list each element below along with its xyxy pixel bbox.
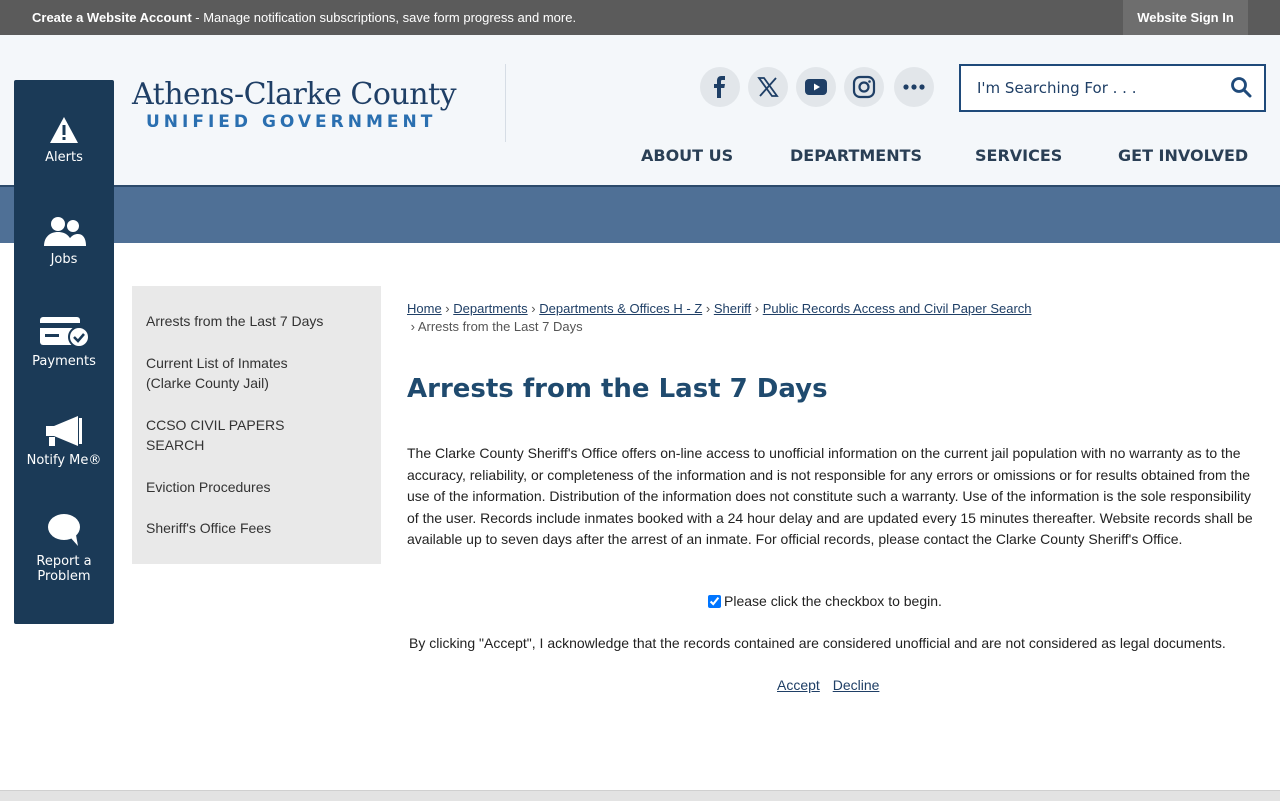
instagram-icon[interactable] [844,67,884,107]
website-sign-in-button[interactable]: Website Sign In [1123,0,1248,35]
nav-services[interactable]: SERVICES [975,146,1063,165]
disclaimer-text: The Clarke County Sheriff's Office offers on-line access to unofficial information on the current jail population with no warranty as to the accuracy, reliability, or completeness of the information and is not responsible for any errors or omissions or for results obtained from the use of the information. Distribution of the information does not constitute such a warranty. Use of the information is the sole responsibility of the user. Records include inmates booked with a 24 hour delay and are updated every 15 minutes thereafter. Website records shall be available up to seven days after the arrest of an inmate. For official records, please contact the Clarke County Sheriff's Office. [407,445,1253,547]
report-problem-label-line2: Problem [37,569,91,584]
side-nav-civil-papers[interactable]: CCSO CIVIL PAPERS SEARCH [146,417,285,453]
quick-link-report-problem[interactable] [14,512,114,584]
people-icon [41,216,87,246]
search-box [959,64,1266,112]
create-account-link[interactable]: Create a Website Account [32,10,192,25]
more-icon[interactable] [894,67,934,107]
side-nav-arrests[interactable]: Arrests from the Last 7 Days [146,313,324,329]
breadcrumb-current: Arrests from the Last 7 Days [417,319,583,334]
breadcrumb: Home › Departments › Departments & Offices H - Z › Sheriff › Public Records Access and Civil Paper Search › Arrests from the Last 7 Days [407,301,1032,334]
payments-label: Payments [32,354,96,369]
page-title: Arrests from the Last 7 Days [407,374,828,404]
breadcrumb-public-records[interactable]: Public Records Access and Civil Paper Search [762,301,1032,316]
search-icon[interactable] [1230,76,1252,103]
begin-checkbox[interactable] [708,595,721,608]
youtube-icon[interactable] [796,67,836,107]
quick-link-notify-me[interactable] [14,415,114,468]
breadcrumb-departments[interactable]: Departments [453,301,528,316]
alert-icon [49,116,79,144]
nav-about-us[interactable]: ABOUT US [641,146,734,165]
accept-link[interactable]: Accept [777,677,820,693]
report-problem-label-line1: Report a [36,554,92,569]
top-bar [0,0,1280,35]
nav-departments[interactable]: DEPARTMENTS [790,146,923,165]
footer-edge [0,790,1280,801]
logo-title: Athens-Clarke County [132,77,457,112]
side-nav-eviction[interactable]: Eviction Procedures [146,479,271,495]
logo-subtitle: UNIFIED GOVERNMENT [146,112,437,132]
alerts-label: Alerts [45,150,83,165]
accept-decline-links [777,677,888,693]
top-bar-text: - Manage notification subscriptions, save form progress and more. [191,10,577,25]
quick-link-jobs[interactable] [14,216,114,267]
site-logo[interactable] [132,78,456,132]
notify-me-label: Notify Me® [26,453,102,468]
header-divider [505,64,506,142]
jobs-label: Jobs [50,252,78,267]
breadcrumb-sheriff[interactable]: Sheriff [713,301,752,316]
quick-link-payments[interactable] [14,316,114,369]
decline-link[interactable]: Decline [832,677,880,693]
facebook-icon[interactable] [700,67,740,107]
breadcrumb-home[interactable]: Home [407,301,442,316]
nav-get-involved[interactable]: GET INVOLVED [1118,146,1249,165]
breadcrumb-offices[interactable]: Departments & Offices H - Z [539,301,703,316]
x-icon[interactable] [748,67,788,107]
megaphone-icon [44,415,84,447]
search-input[interactable] [975,78,1219,98]
section-side-nav [132,286,381,564]
payment-card-icon [39,316,89,348]
acknowledge-text: By clicking "Accept", I acknowledge that the records contained are considered unofficial and are not considered as legal documents. [409,635,1226,651]
side-nav-fees[interactable]: Sheriff's Office Fees [146,520,272,536]
begin-checkbox-label: Please click the checkbox to begin. [724,593,942,609]
chat-bubble-icon [46,512,82,548]
begin-checkbox-row [708,593,942,609]
quick-links [14,80,114,624]
side-nav-current-inmates[interactable]: Current List of Inmates (Clarke County Jail) [146,355,288,391]
quick-link-alerts[interactable] [14,116,114,165]
banner-band [0,187,1280,243]
top-bar-message [32,10,576,25]
